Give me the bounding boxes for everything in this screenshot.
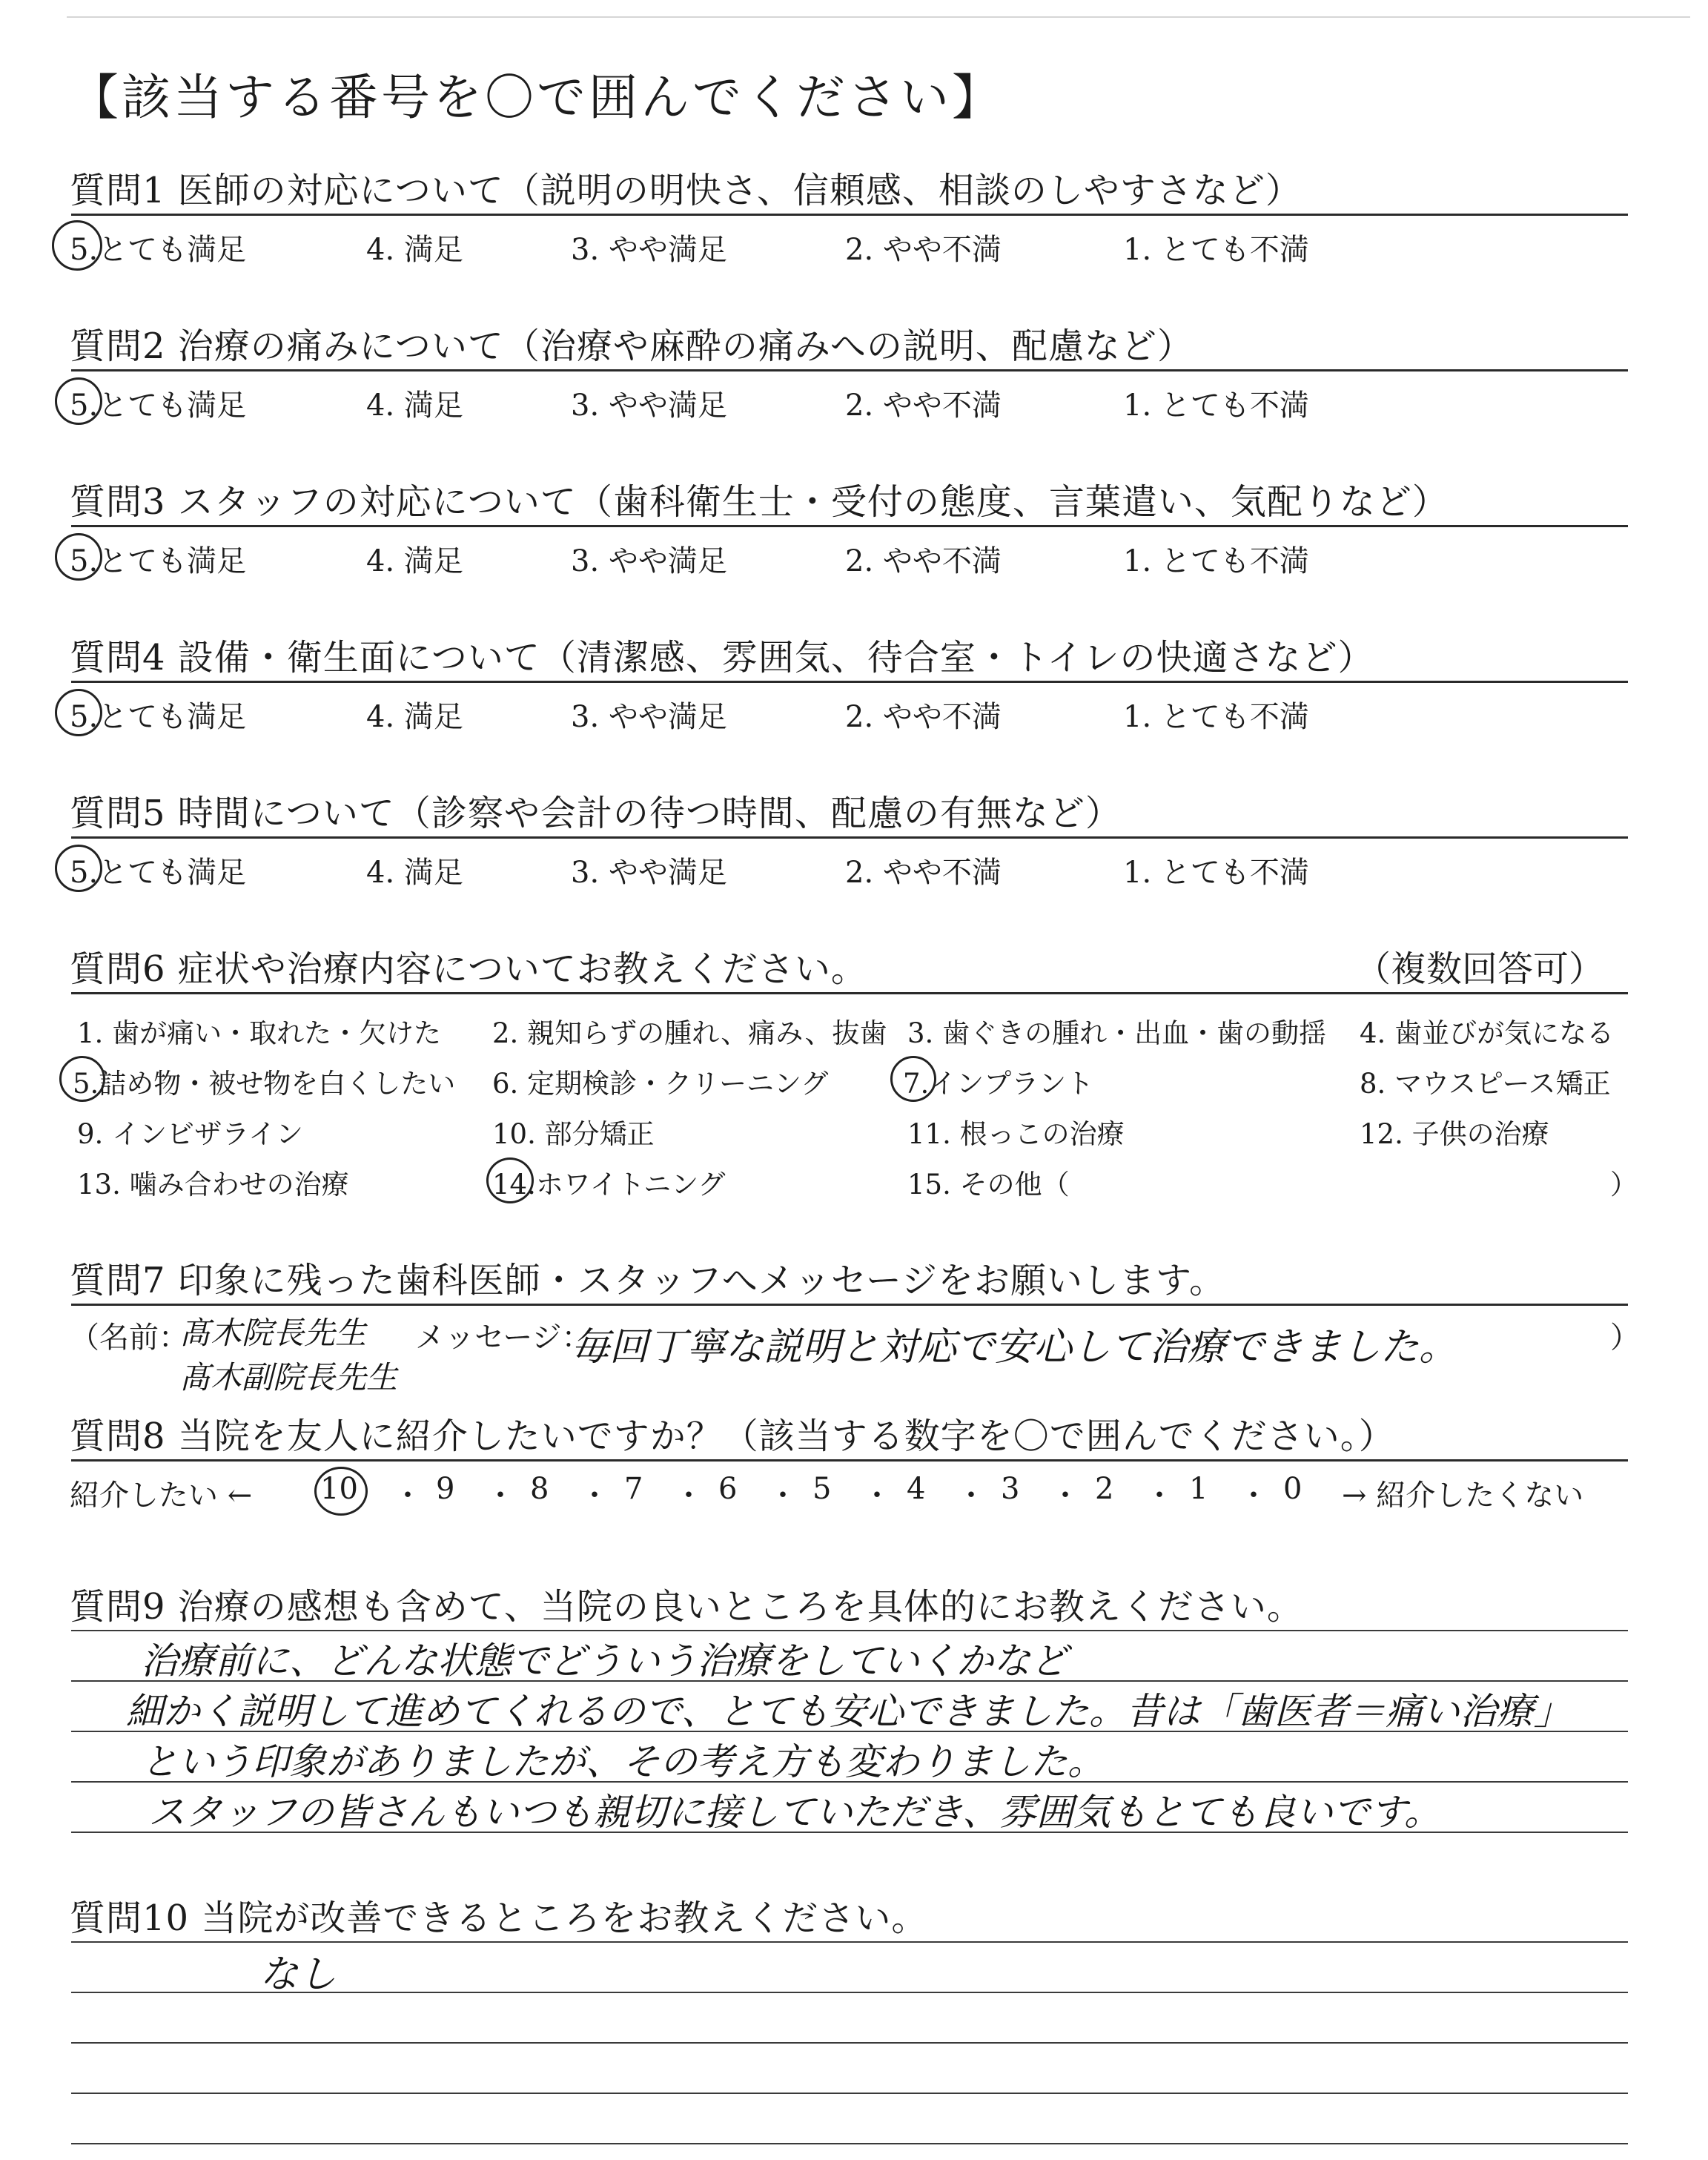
q6-option-7[interactable]: 7.インプラント [903, 1068, 1094, 1100]
q4-option-2[interactable]: 2. やや不満 [845, 700, 1002, 734]
q9-answer-line-4[interactable]: スタッフの皆さんもいつも親切に接していただき、雰囲気もとても良いです。 [148, 1791, 1441, 1834]
q5-option-2[interactable]: 2. やや不満 [845, 856, 1002, 890]
question-6-note: （複数回答可） [1354, 948, 1604, 990]
q9-answer-line-2[interactable]: 細かく説明して進めてくれるので、とても安心できました。昔は「歯医者＝痛い治療」 [126, 1690, 1571, 1733]
question-2-rule [71, 369, 1628, 371]
q3-option-4[interactable]: 4. 満足 [366, 544, 463, 578]
q6-option-8[interactable]: 8. マウスピース矯正 [1360, 1068, 1611, 1100]
question-8-rule [71, 1459, 1628, 1462]
q8-dot: ・ [1239, 1479, 1268, 1513]
q5-option-5[interactable]: 5.とても満足 [70, 856, 247, 890]
q8-dot: ・ [1145, 1479, 1174, 1513]
q1-option-3[interactable]: 3. やや満足 [571, 233, 727, 267]
q8-dot: ・ [956, 1479, 986, 1513]
question-3-title: 質問3 スタッフの対応について（歯科衛生士・受付の態度、言葉遣い、気配りなど） [70, 481, 1449, 523]
q8-dot: ・ [393, 1479, 423, 1513]
q10-answer[interactable]: なし [259, 1952, 337, 1997]
question-4-rule [71, 681, 1628, 683]
question-2-title: 質問2 治療の痛みについて（治療や麻酔の痛みへの説明、配慮など） [70, 326, 1194, 367]
q7-name-1[interactable]: 髙木院長先生 [179, 1315, 367, 1351]
question-6-title: 質問6 症状や治療内容についてお教えください。 [70, 948, 867, 990]
q6-option-2[interactable]: 2. 親知らずの腫れ、痛み、抜歯 [492, 1017, 887, 1049]
question-7-rule [71, 1304, 1628, 1306]
question-5-title: 質問5 時間について（診察や会計の待つ時間、配慮の有無など） [70, 793, 1122, 834]
q5-option-4[interactable]: 4. 満足 [366, 856, 463, 890]
q2-option-4[interactable]: 4. 満足 [366, 389, 463, 423]
q8-dot: ・ [486, 1479, 515, 1513]
q6-option-1[interactable]: 1. 歯が痛い・取れた・欠けた [77, 1017, 442, 1049]
q8-scale-1[interactable]: 1 [1189, 1472, 1208, 1506]
q8-left-label: 紹介したい ← [70, 1479, 253, 1513]
question-8-title: 質問8 当院を友人に紹介したいですか？（該当する数字を〇で囲んでください。） [70, 1416, 1395, 1457]
question-4-title: 質問4 設備・衛生面について（清潔感、雰囲気、待合室・トイレの快適さなど） [70, 637, 1374, 678]
q8-scale-5[interactable]: 5 [812, 1472, 832, 1506]
q10-line-3 [71, 2042, 1628, 2044]
q6-option-13[interactable]: 13. 噛み合わせの治療 [77, 1169, 349, 1200]
question-1-title: 質問1 医師の対応について（説明の明快さ、信頼感、相談のしやすさなど） [70, 170, 1302, 211]
q6-option-5[interactable]: 5.詰め物・被せ物を白くしたい [73, 1068, 456, 1100]
q3-option-5[interactable]: 5.とても満足 [70, 544, 247, 578]
q7-name-label: （名前： [70, 1321, 188, 1355]
q1-option-4[interactable]: 4. 満足 [366, 233, 463, 267]
q7-message[interactable]: 毎回丁寧な説明と対応で安心して治療できました。 [571, 1325, 1458, 1370]
q1-option-1[interactable]: 1. とても不満 [1123, 233, 1309, 267]
q7-name-2[interactable]: 髙木副院長先生 [179, 1359, 398, 1396]
top-border [67, 16, 1690, 18]
q2-option-5[interactable]: 5.とても満足 [70, 389, 247, 423]
q4-option-4[interactable]: 4. 満足 [366, 700, 463, 734]
q8-dot: ・ [580, 1479, 609, 1513]
question-3-rule [71, 525, 1628, 527]
q6-option-12[interactable]: 12. 子供の治療 [1360, 1118, 1549, 1150]
q7-close-paren: ） [1610, 1321, 1640, 1355]
q8-right-label: → 紹介したくない [1342, 1479, 1584, 1513]
q8-scale-10[interactable]: 10 [320, 1472, 358, 1506]
q6-option-15-close: ） [1610, 1169, 1638, 1200]
q6-option-3[interactable]: 3. 歯ぐきの腫れ・出血・歯の動揺 [907, 1017, 1327, 1049]
q2-option-2[interactable]: 2. やや不満 [845, 389, 1002, 423]
q7-message-label: メッセージ： [415, 1321, 592, 1355]
q8-scale-9[interactable]: 9 [436, 1472, 455, 1506]
q5-option-3[interactable]: 3. やや満足 [571, 856, 727, 890]
question-9-title: 質問9 治療の感想も含めて、当院の良いところを具体的にお教えください。 [70, 1586, 1303, 1628]
q8-scale-4[interactable]: 4 [907, 1472, 926, 1506]
q6-option-9[interactable]: 9. インビザライン [77, 1118, 303, 1150]
q9-answer-line-3[interactable]: という印象がありましたが、その考え方も変わりました。 [141, 1740, 1105, 1783]
q8-dot: ・ [1050, 1479, 1080, 1513]
q2-option-1[interactable]: 1. とても不満 [1123, 389, 1309, 423]
q6-option-4[interactable]: 4. 歯並びが気になる [1360, 1017, 1615, 1049]
q10-line-5 [71, 2143, 1628, 2144]
q6-option-14[interactable]: 14.ホワイトニング [492, 1169, 726, 1200]
q6-option-15[interactable]: 15. その他（ [907, 1169, 1070, 1200]
q8-scale-2[interactable]: 2 [1095, 1472, 1114, 1506]
question-6-rule [71, 992, 1628, 994]
q8-scale-7[interactable]: 7 [624, 1472, 643, 1506]
q2-option-3[interactable]: 3. やや満足 [571, 389, 727, 423]
question-1-rule [71, 214, 1628, 216]
q8-scale-0[interactable]: 0 [1283, 1472, 1302, 1506]
q6-option-10[interactable]: 10. 部分矯正 [492, 1118, 655, 1150]
q3-option-3[interactable]: 3. やや満足 [571, 544, 727, 578]
q8-dot: ・ [862, 1479, 892, 1513]
q4-option-1[interactable]: 1. とても不満 [1123, 700, 1309, 734]
q10-line-4 [71, 2093, 1628, 2094]
q3-option-1[interactable]: 1. とても不満 [1123, 544, 1309, 578]
q8-scale-8[interactable]: 8 [530, 1472, 549, 1506]
q1-option-2[interactable]: 2. やや不満 [845, 233, 1002, 267]
q5-option-1[interactable]: 1. とても不満 [1123, 856, 1309, 890]
q4-option-3[interactable]: 3. やや満足 [571, 700, 727, 734]
page-heading: 【該当する番号を〇で囲んでください】 [70, 69, 1004, 126]
q4-option-5[interactable]: 5.とても満足 [70, 700, 247, 734]
question-7-title: 質問7 印象に残った歯科医師・スタッフへメッセージをお願いします。 [70, 1260, 1226, 1301]
q6-option-11[interactable]: 11. 根っこの治療 [907, 1118, 1125, 1150]
question-10-title: 質問10 当院が改善できるところをお教えください。 [70, 1898, 928, 1939]
q8-scale-6[interactable]: 6 [718, 1472, 738, 1506]
q1-option-5[interactable]: 5.とても満足 [70, 233, 247, 267]
q9-answer-line-1[interactable]: 治療前に、どんな状態でどういう治療をしていくかなど [141, 1639, 1068, 1682]
q6-option-6[interactable]: 6. 定期検診・クリーニング [492, 1068, 829, 1100]
question-5-rule [71, 836, 1628, 839]
q8-dot: ・ [768, 1479, 798, 1513]
q8-dot: ・ [674, 1479, 704, 1513]
q8-scale-3[interactable]: 3 [1001, 1472, 1020, 1506]
q3-option-2[interactable]: 2. やや不満 [845, 544, 1002, 578]
